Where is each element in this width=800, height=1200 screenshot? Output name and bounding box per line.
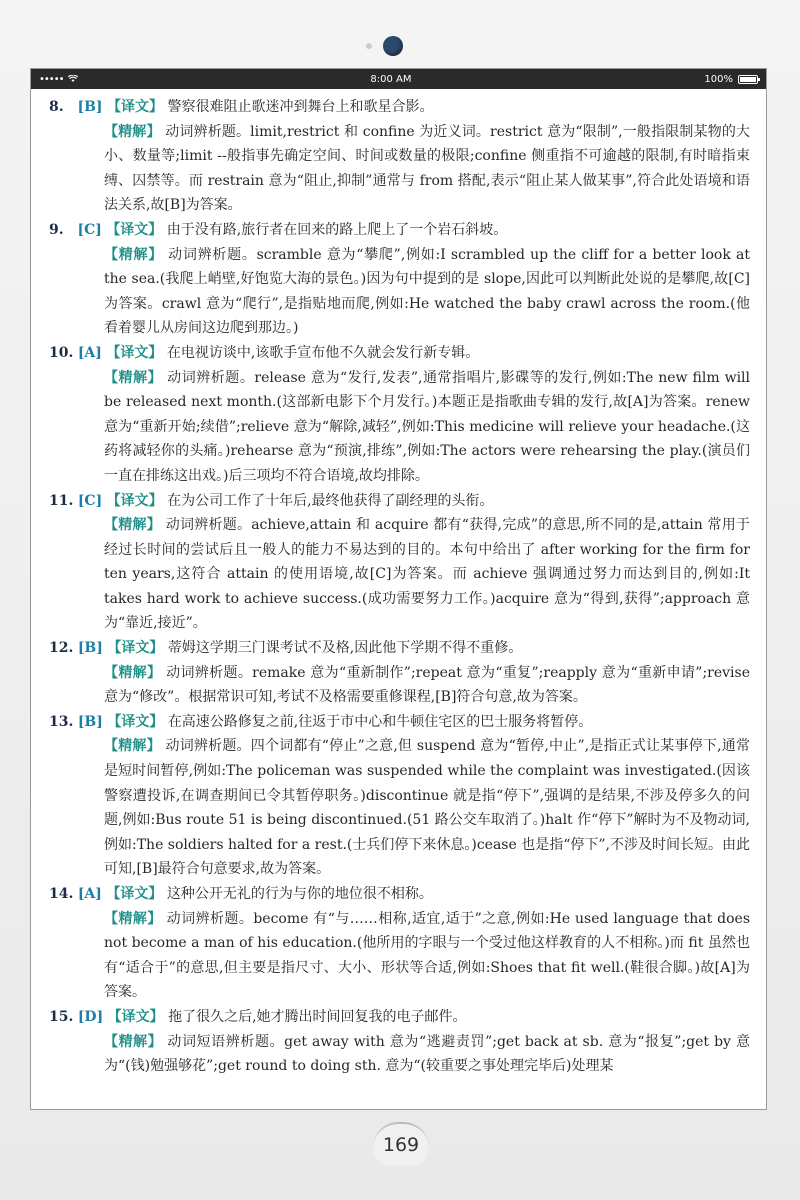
translation-text: 在为公司工作了十年后,最终他获得了副经理的头衔。 — [167, 492, 494, 509]
question-number: 15. — [49, 1008, 74, 1025]
answer-letter: [D] — [77, 1008, 104, 1025]
item-header — [49, 218, 750, 243]
translation-text: 拖了很久之后,她才腾出时间回复我的电子邮件。 — [168, 1008, 467, 1025]
explanation-block — [49, 120, 750, 218]
answer-item — [49, 710, 750, 882]
explanation-text: 动词辨析题。become 有“与……相称,适宜,适于”之意,例如:He used language that does not become a man of his education.(他所用的字眼与一个受过他这样教育的人不相称。)而 fit 虽然也有“适合于”的意思,但主要是指尺寸、大小、形状等合适,例如:Shoes that fit well.(鞋很合脚。)故[A]为答案。 — [104, 910, 751, 1001]
explanation-text: 动词辨析题。limit,restrict 和 confine 为近义词。restrict 意为“限制”,一般指限制某物的大小、数量等;limit --般指事先确定空间、时间或数量的极限;confine 侧重指不可逾越的限制,有时暗指束缚、囚禁等。而 restrain 意为“阻止,抑制”通常与 from 搭配,表示“阻止某人做某事”,符合此处语境和语法关系,故[B]为答案。 — [104, 123, 751, 214]
explanation-text: 动词辨析题。scramble 意为“攀爬”,例如:I scrambled up the cliff for a better look at the sea.(我爬上峭壁,好饱览大海的景色。)因为句中提到的是 slope,因此可以判断此处说的是攀爬,故[C]为答案。crawl 意为“爬行”,是指贴地而爬,例如:He watched the baby crawl across the room.(他看着婴儿从房间这边爬到那边。) — [104, 246, 750, 337]
answer-letter: [A] — [77, 886, 102, 902]
explanation-block — [49, 366, 750, 489]
translation-label: 【译文】 — [106, 492, 163, 509]
signal-icon: ••••• — [39, 73, 64, 85]
explanation-text: 动词辨析题。四个词都有“停止”之意,但 suspend 意为“暂停,中止”,是指正式让某事停下,通常是短时间暂停,例如:The policeman was suspended while the complaint was investigated.(因该警察遭投诉,在调查期间已令其暂停职务。)discontinue 就是指“停下”,强调的是结果,不涉及停多久的问题,例如:Bus route 51 is being discontinued.(51 路公交车取消了。)halt 作“停下”解时为不及物动词,例如:The soldiers halted for a rest.(士兵们停下来休息。)cease 也是指“停下”,不涉及时间长短。由此可知,[B]最符合句意要求,故为答案。 — [104, 738, 751, 878]
wifi-icon — [68, 75, 78, 83]
explanation-block — [49, 734, 750, 882]
sensor-dot — [366, 43, 372, 49]
translation-label: 【译文】 — [106, 344, 163, 361]
explanation-text: 动词辨析题。achieve,attain 和 acquire 都有“获得,完成”的意思,所不同的是,attain 常用于经过长时间的尝试后且一般人的能力不易达到的目的。本句中给出了 after working for the firm for ten years,这符合 attain 的使用语境,故[C]为答案。而 achieve 强调通过努力而达到目的,例如:It takes hard work to achieve success.(成功需要努力工作。)acquire 意为“得到,获得”;approach 意为“靠近,接近”。 — [104, 517, 751, 632]
answer-letter: [B] — [77, 713, 103, 730]
explanation-label: 【精解】 — [104, 123, 161, 140]
explanation-label: 【精解】 — [104, 517, 161, 534]
item-header — [49, 636, 750, 661]
translation-label: 【译文】 — [107, 713, 164, 730]
page-number: 169 — [373, 1122, 429, 1166]
reader-screen[interactable] — [30, 68, 767, 1110]
answer-item — [49, 1005, 750, 1079]
translation-text: 在电视访谈中,该歌手宣布他不久就会发行新专辑。 — [166, 344, 480, 361]
status-bar — [31, 69, 766, 89]
explanation-block — [49, 243, 750, 341]
translation-label: 【译文】 — [107, 99, 163, 115]
battery-icon — [738, 75, 758, 84]
explanation-label: 【精解】 — [104, 369, 163, 386]
explanation-block — [49, 513, 750, 636]
answer-item — [49, 489, 750, 637]
translation-text: 这种公开无礼的行为与你的地位很不相称。 — [166, 886, 433, 902]
item-header — [49, 95, 750, 120]
translation-label: 【译文】 — [107, 640, 164, 657]
explanation-block — [49, 907, 750, 1005]
explanation-block — [49, 1030, 750, 1079]
translation-label: 【译文】 — [106, 221, 163, 238]
answer-item — [49, 95, 750, 218]
explanation-label: 【精解】 — [104, 664, 162, 681]
battery-percent: 100% — [704, 73, 733, 85]
item-header — [49, 341, 750, 366]
translation-text: 蒂姆这学期三门课考试不及格,因此他下学期不得不重修。 — [167, 640, 523, 657]
answer-item — [49, 341, 750, 489]
question-number: 11. — [49, 492, 74, 509]
explanation-label: 【精解】 — [104, 738, 161, 755]
answer-list — [49, 95, 750, 1079]
answer-letter: [B] — [77, 99, 103, 115]
answer-letter: [A] — [77, 344, 102, 361]
answer-letter: [C] — [77, 221, 102, 238]
translation-text: 在高速公路修复之前,往返于市中心和牛顿住宅区的巴士服务将暂停。 — [167, 713, 593, 730]
question-number: 14. — [49, 886, 74, 902]
explanation-text: 动词辨析题。release 意为“发行,发表”,通常指唱片,影碟等的发行,例如:The new film will be released next month.(这部新电影下个月发行。)本题正是指歌曲专辑的发行,故[A]为答案。renew 意为“重新开始;续借”;relieve 意为“解除,减轻”,例如:This medicine will relieve your headache.(这药将减轻你的头痛。)rehearse 意为“预演,排练”,例如:The actors were rehearsing the play.(演员们一直在排练这出戏。)后三项均不符合语境,故均排除。 — [104, 369, 751, 484]
question-number: 8. — [49, 99, 64, 115]
item-header — [49, 710, 750, 735]
explanation-label: 【精解】 — [104, 910, 162, 927]
question-number: 12. — [49, 640, 74, 657]
answer-item — [49, 636, 750, 710]
camera-icon — [383, 36, 403, 56]
question-number: 13. — [49, 713, 74, 730]
clock: 8:00 AM — [370, 73, 412, 85]
translation-label: 【译文】 — [106, 886, 163, 902]
answer-key-content — [31, 89, 766, 1079]
item-header — [49, 1005, 750, 1030]
question-number: 9. — [49, 221, 64, 238]
translation-text: 警察很难阻止歌迷冲到舞台上和歌星合影。 — [167, 99, 434, 115]
item-header — [49, 882, 750, 907]
explanation-block — [49, 661, 750, 710]
explanation-label: 【精解】 — [104, 1033, 163, 1050]
answer-item — [49, 882, 750, 1005]
explanation-text: 动词辨析题。remake 意为“重新制作”;repeat 意为“重复”;reapply 意为“重新申请”;revise 意为“修改”。根据常识可知,考试不及格需要重修课程,[B]符合句意,故为答案。 — [104, 664, 751, 706]
answer-item — [49, 218, 750, 341]
question-number: 10. — [49, 344, 74, 361]
translation-text: 由于没有路,旅行者在回来的路上爬上了一个岩石斜坡。 — [166, 221, 508, 238]
answer-letter: [C] — [77, 492, 103, 509]
translation-label: 【译文】 — [107, 1008, 164, 1025]
answer-letter: [B] — [77, 640, 103, 657]
explanation-text: 动词短语辨析题。get away with 意为“逃避责罚”;get back at sb. 意为“报复”;get by 意为“(钱)勉强够花”;get round to doing sth. 意为“(较重要之事处理完毕后)处理某 — [104, 1033, 751, 1075]
explanation-label: 【精解】 — [104, 246, 163, 263]
item-header — [49, 489, 750, 514]
